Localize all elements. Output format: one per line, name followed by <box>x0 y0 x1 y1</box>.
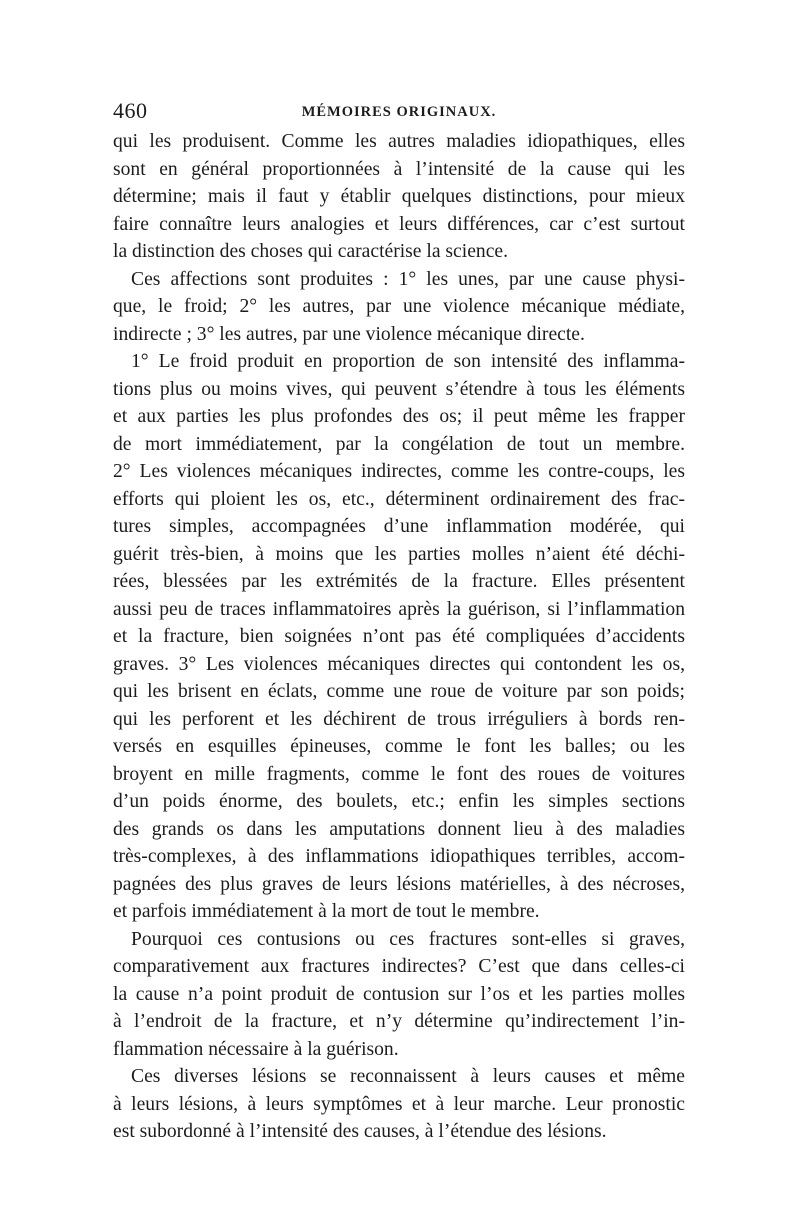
text-line: versés en esquilles épineuses, comme le font les balles; ou les <box>113 736 685 757</box>
text-line: d’un poids énorme, des boulets, etc.; enfin les simples sections <box>113 791 685 812</box>
text-line: indirecte ; 3° les autres, par une violence mécanique directe. <box>113 323 585 345</box>
text-line: la cause n’a point produit de contusion sur l’os et les parties molles <box>113 983 685 1005</box>
text-line: Ces diverses lésions se reconnaissent à leurs causes et même <box>131 1066 685 1087</box>
text-line: détermine; mais il faut y établir quelques distinctions, pour mieux <box>113 186 685 207</box>
text-line: comparativement aux fractures indirectes? C’est que dans celles-ci <box>113 956 685 977</box>
body-text <box>113 128 685 1146</box>
text-line: efforts qui ploient les os, etc., déterminent ordinairement des frac- <box>113 488 685 510</box>
text-line: faire connaître leurs analogies et leurs différences, car c’est surtout <box>113 213 685 235</box>
text-line: à l’endroit de la fracture, et n’y détermine qu’indirectement l’in- <box>113 1011 685 1032</box>
running-head: MÉMOIRES ORIGINAUX. <box>301 104 497 120</box>
text-line: graves. 3° Les violences mécaniques directes qui contondent les os, <box>113 653 685 675</box>
text-line: Ces affections sont produites : 1° les unes, par une cause physi- <box>131 268 685 290</box>
text-line: 1° Le froid produit en proportion de son intensité des inflamma- <box>131 351 685 372</box>
paragraph <box>113 926 685 1064</box>
text-line: la distinction des choses qui caractérise la science. <box>113 241 508 262</box>
paragraph <box>113 266 685 349</box>
text-line: sont en général proportionnées à l’intensité de la cause qui les <box>113 158 685 180</box>
text-line: rées, blessées par les extrémités de la fracture. Elles présentent <box>113 571 685 592</box>
text-line: des grands os dans les amputations donnent lieu à des maladies <box>113 818 685 840</box>
paragraph <box>113 348 685 926</box>
text-line: 2° Les violences mécaniques indirectes, comme les contre-coups, les <box>113 461 685 482</box>
text-line: guérit très-bien, à moins que les parties molles n’aient été déchi- <box>113 543 685 565</box>
text-line: qui les perforent et les déchirent de trous irréguliers à bords ren- <box>113 708 685 730</box>
text-line: flammation nécessaire à la guérison. <box>113 1038 399 1060</box>
text-line: pagnées des plus graves de leurs lésions matérielles, à des nécroses, <box>113 873 685 895</box>
text-line: tures simples, accompagnées d’une inflammation modérée, qui <box>113 516 685 537</box>
text-line: est subordonné à l’intensité des causes, à l’étendue des lésions. <box>113 1121 607 1142</box>
text-line: très-complexes, à des inflammations idiopathiques terribles, accom- <box>113 846 685 867</box>
text-line: qui les produisent. Comme les autres maladies idiopathiques, elles <box>113 131 685 152</box>
page-header <box>113 98 685 124</box>
text-line: tions plus ou moins vives, qui peuvent s’étendre à tous les éléments <box>113 378 685 400</box>
page-number: 460 <box>113 98 148 123</box>
text-line: que, le froid; 2° les autres, par une violence mécanique médiate, <box>113 296 685 317</box>
text-line: et la fracture, bien soignées n’ont pas été compliquées d’accidents <box>113 626 685 647</box>
text-line: et aux parties les plus profondes des os; il peut même les frapper <box>113 406 685 427</box>
text-line: qui les brisent en éclats, comme une roue de voiture par son poids; <box>113 681 685 702</box>
text-line: de mort immédiatement, par la congélation de tout un membre. <box>113 433 685 455</box>
text-line: et parfois immédiatement à la mort de tout le membre. <box>113 901 540 922</box>
text-line: à leurs lésions, à leurs symptômes et à leur marche. Leur pronostic <box>113 1093 685 1115</box>
paragraph <box>113 128 685 266</box>
text-line: aussi peu de traces inflammatoires après la guérison, si l’inflammation <box>113 598 685 620</box>
paragraph <box>113 1063 685 1146</box>
text-line: broyent en mille fragments, comme le font des roues de voitures <box>113 763 685 785</box>
text-line: Pourquoi ces contusions ou ces fractures sont-elles si graves, <box>131 928 685 950</box>
book-page <box>113 98 685 1146</box>
